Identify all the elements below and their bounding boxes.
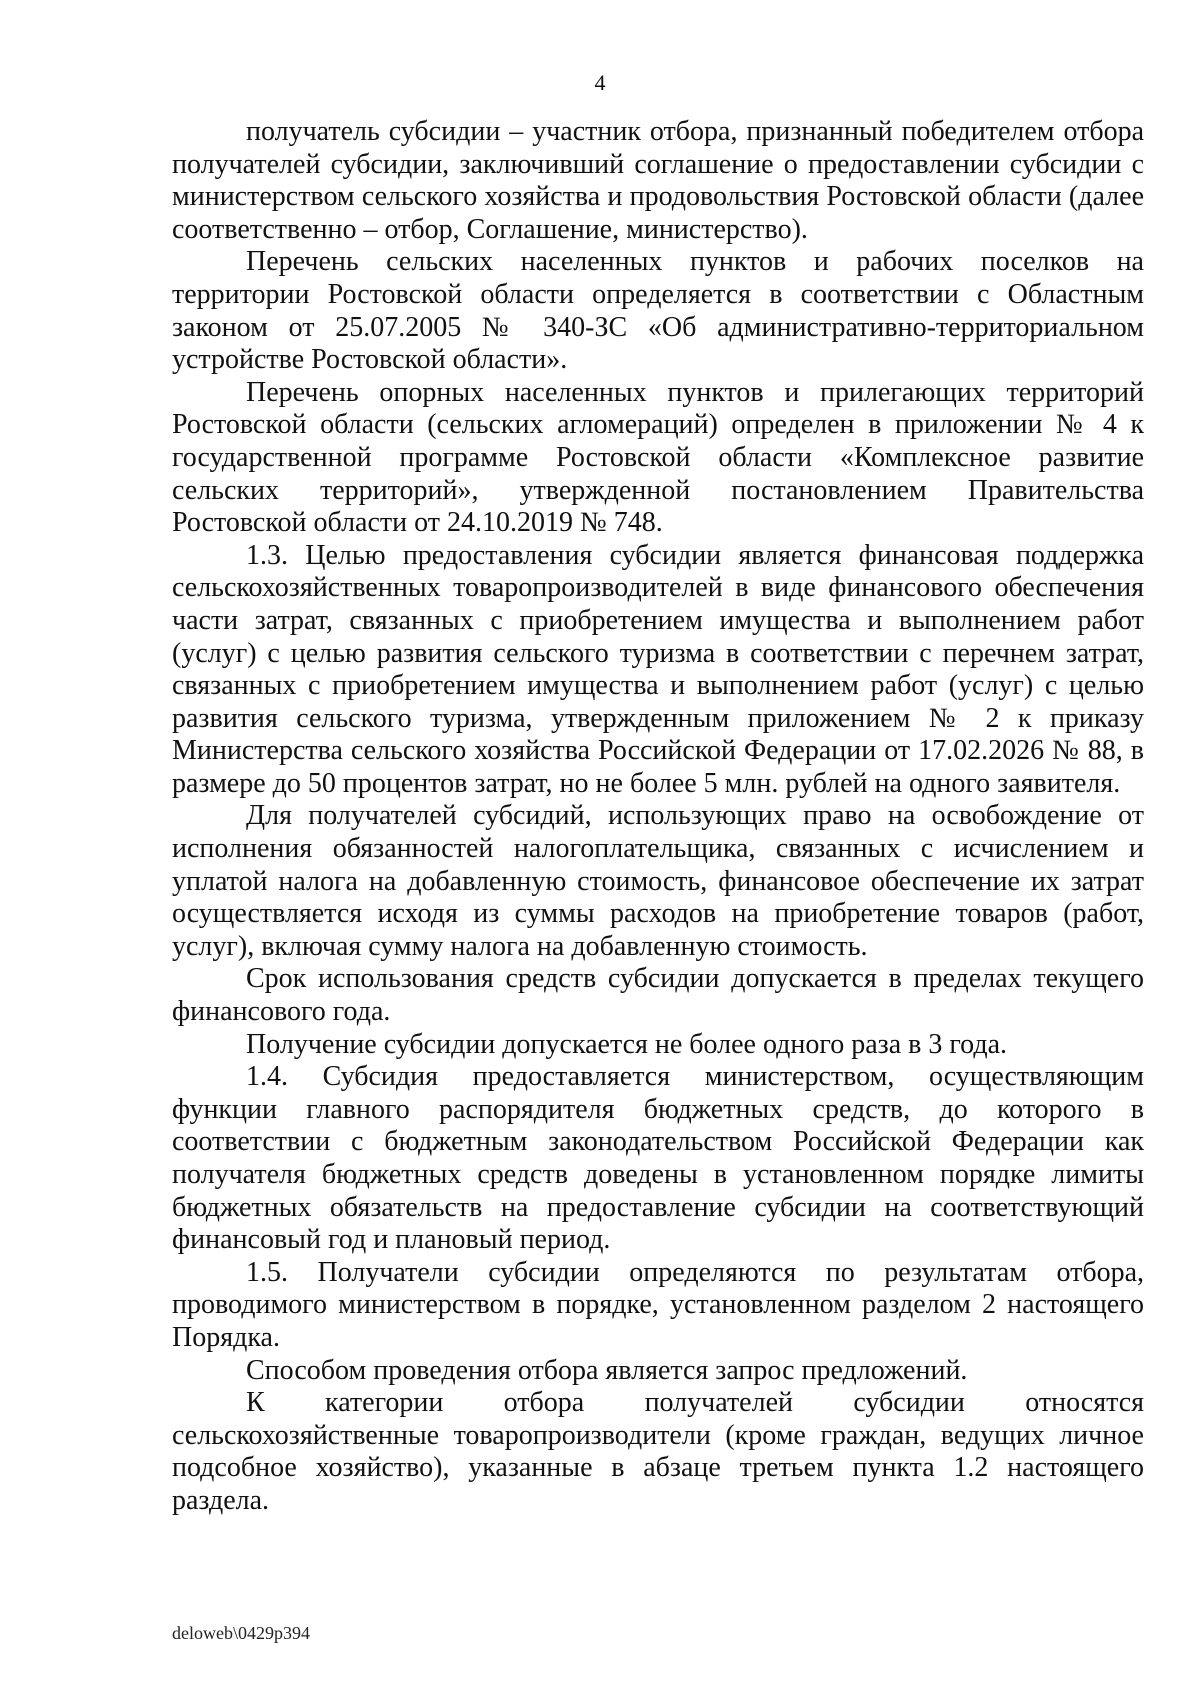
paragraph-1-3-purpose: 1.3. Целью предоставления субсидии является финансовая поддержка сельскохозяйственных товаропроизводителей в виде финансового обеспечения части затрат, связанных с приобретением имущества и выполнением работ (услуг) с целью развития сельского туризма в соответствии с перечнем затрат, связанных с приобретением имущества и выполнением работ (услуг) с целью развития сельского туризма, утвержденным приложением № 2 к приказу Министерства сельского хозяйства Российской Федерации от 17.02.2026 № 88, в размере до 50 процентов затрат, но не более 5 млн. рублей на одного заявителя. — [172, 539, 1144, 799]
paragraph-1-5-recipients: 1.5. Получатели субсидии определяются по результатам отбора, проводимого министерством в порядке, установленном разделом 2 настоящего Порядка. — [172, 1256, 1144, 1353]
document-body — [172, 116, 1144, 1518]
paragraph-vat-exemption: Для получателей субсидий, использующих право на освобождение от исполнения обязанностей налогоплательщика, связанных с исчислением и уплатой налога на добавленную стоимость, финансовое обеспечение их затрат осуществляется исходя из суммы расходов на приобретение товаров (работ, услуг), включая сумму налога на добавленную стоимость. — [172, 800, 1144, 962]
paragraph-usage-term: Срок использования средств субсидии допускается в пределах текущего финансового года. — [172, 963, 1144, 1028]
paragraph-selection-method: Способом проведения отбора является запрос предложений. — [246, 1354, 968, 1386]
document-footer-id: deloweb\0429p394 — [172, 1623, 310, 1643]
paragraph-1-4-provider: 1.4. Субсидия предоставляется министерством, осуществляющим функции главного распорядителя бюджетных средств, до которого в соответствии с бюджетным законодательством Российской Федерации как получателя бюджетных средств доведены в установленном порядке лимиты бюджетных обязательств на предоставление субсидии на соответствующий финансовый год и плановый период. — [172, 1061, 1144, 1256]
paragraph-rural-settlements-list: Перечень сельских населенных пунктов и рабочих поселков на территории Ростовской области определяется в соответствии с Областным законом от 25.07.2005 № 340-ЗС «Об административно-территориальном устройстве Ростовской области». — [172, 246, 1144, 376]
paragraph-selection-category: К категории отбора получателей субсидии относятся сельскохозяйственные товаропроизводители (кроме граждан, ведущих личное подсобное хозяйство), указанные в абзаце третьем пункта 1.2 настоящего раздела. — [172, 1387, 1144, 1516]
page-number: 4 — [594, 70, 606, 95]
paragraph-agglomerations-list: Перечень опорных населенных пунктов и прилегающих территорий Ростовской области (сельских агломераций) определен в приложении № 4 к государственной программе Ростовской области «Комплексное развитие сельских территорий», утвержденной постановлением Правительства Ростовской области от 24.10.2019 № 748. — [172, 376, 1144, 539]
paragraph-frequency-limit: Получение субсидии допускается не более одного раза в 3 года. — [246, 1028, 1007, 1060]
paragraph-recipient-definition: получатель субсидии – участник отбора, признанный победителем отбора получателей субсидии, заключивший соглашение о предоставлении субсидии с министерством сельского хозяйства и продовольствия Ростовской области (далее соответственно – отбор, Соглашение, министерство). — [172, 116, 1144, 245]
